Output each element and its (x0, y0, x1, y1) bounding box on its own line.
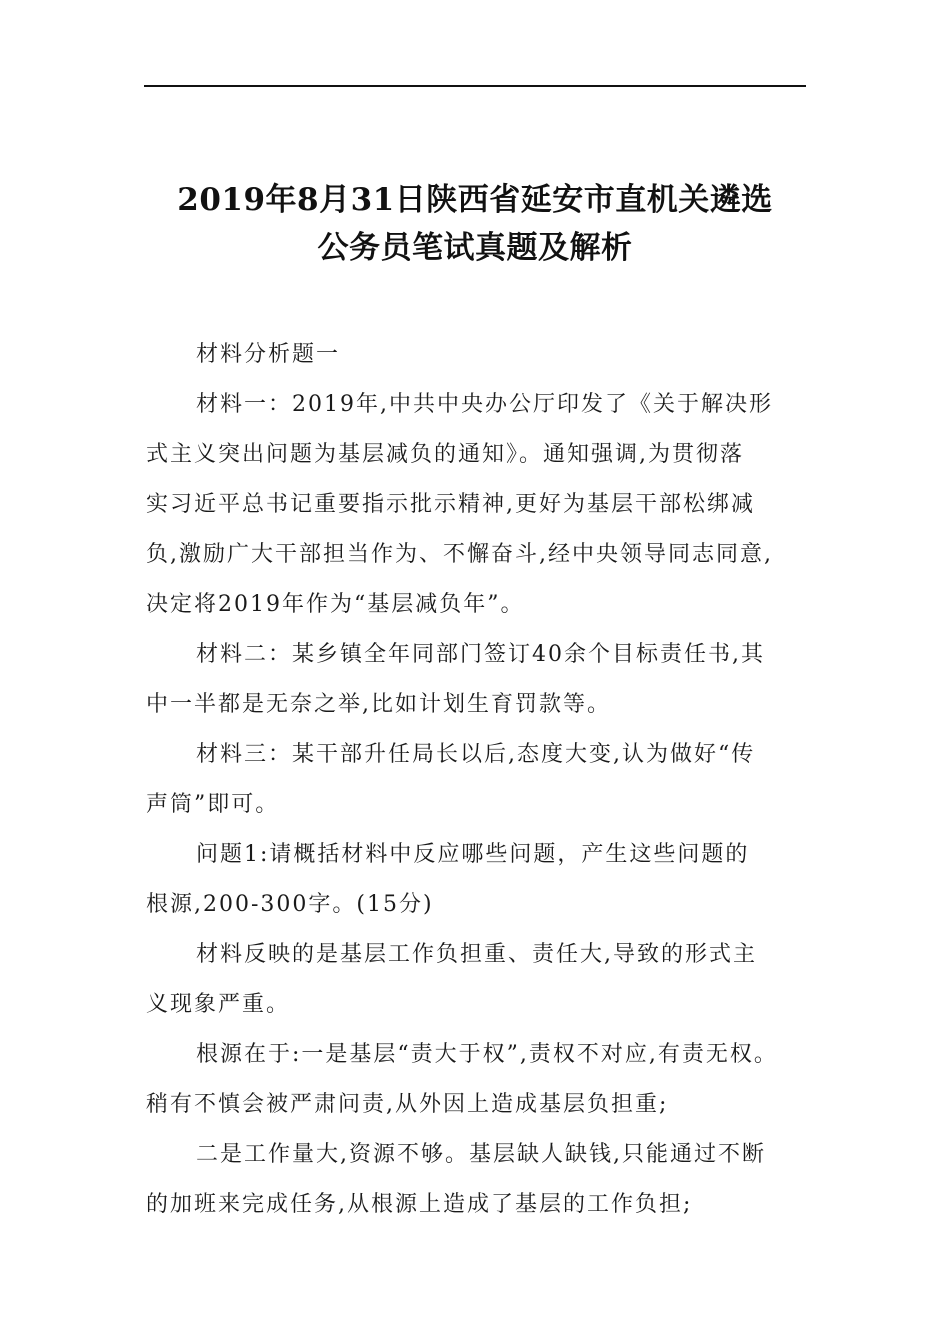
paragraph-line: 材料反映的是基层工作负担重、责任大,导致的形式主 (196, 942, 757, 967)
paragraph-line: 义现象严重。 (146, 992, 291, 1017)
body-paragraph (146, 930, 808, 1030)
paragraph-line: 实习近平总书记重要指示批示精神,更好为基层干部松绑减 (146, 492, 755, 517)
paragraph-line: 根源,200-300字。(15分) (146, 892, 434, 917)
body-paragraph (146, 380, 808, 630)
paragraph-line: 的加班来完成任务,从根源上造成了基层的工作负担; (146, 1192, 693, 1217)
document-body (146, 330, 808, 1230)
body-paragraph (146, 830, 808, 930)
paragraph-line: 材料分析题一 (196, 342, 341, 367)
paragraph-line: 负,激励广大干部担当作为、不懈奋斗,经中央领导同志同意, (146, 542, 773, 567)
body-paragraph (146, 330, 808, 380)
body-paragraph (146, 1030, 808, 1130)
paragraph-line: 声筒”即可。 (146, 792, 280, 817)
paragraph-line: 材料三：某干部升任局长以后,态度大变,认为做好“传 (196, 742, 756, 767)
paragraph-line: 材料一：2019年,中共中央办公厅印发了《关于解决形 (196, 392, 773, 417)
body-paragraph (146, 1130, 808, 1230)
title-line-1: 2019年8月31日陕西省延安市直机关遴选 (177, 182, 773, 218)
paragraph-line: 决定将2019年作为“基层减负年”。 (146, 592, 525, 617)
paragraph-line: 根源在于:一是基层“责大于权”,责权不对应,有责无权。 (196, 1042, 778, 1067)
paragraph-line: 稍有不慎会被严肃问责,从外因上造成基层负担重; (146, 1092, 669, 1117)
header-rule (144, 85, 806, 87)
paragraph-line: 材料二：某乡镇全年同部门签订40余个目标责任书,其 (196, 642, 765, 667)
paragraph-line: 式主义突出问题为基层减负的通知》。通知强调,为贯彻落 (146, 442, 744, 467)
paragraph-line: 中一半都是无奈之举,比如计划生育罚款等。 (146, 692, 611, 717)
paragraph-line: 问题1:请概括材料中反应哪些问题，产生这些问题的 (196, 842, 750, 867)
body-paragraph (146, 730, 808, 830)
paragraph-line: 二是工作量大,资源不够。基层缺人缺钱,只能通过不断 (196, 1142, 766, 1167)
document-title (144, 176, 806, 272)
body-paragraph (146, 630, 808, 730)
title-line-2: 公务员笔试真题及解析 (317, 230, 633, 266)
